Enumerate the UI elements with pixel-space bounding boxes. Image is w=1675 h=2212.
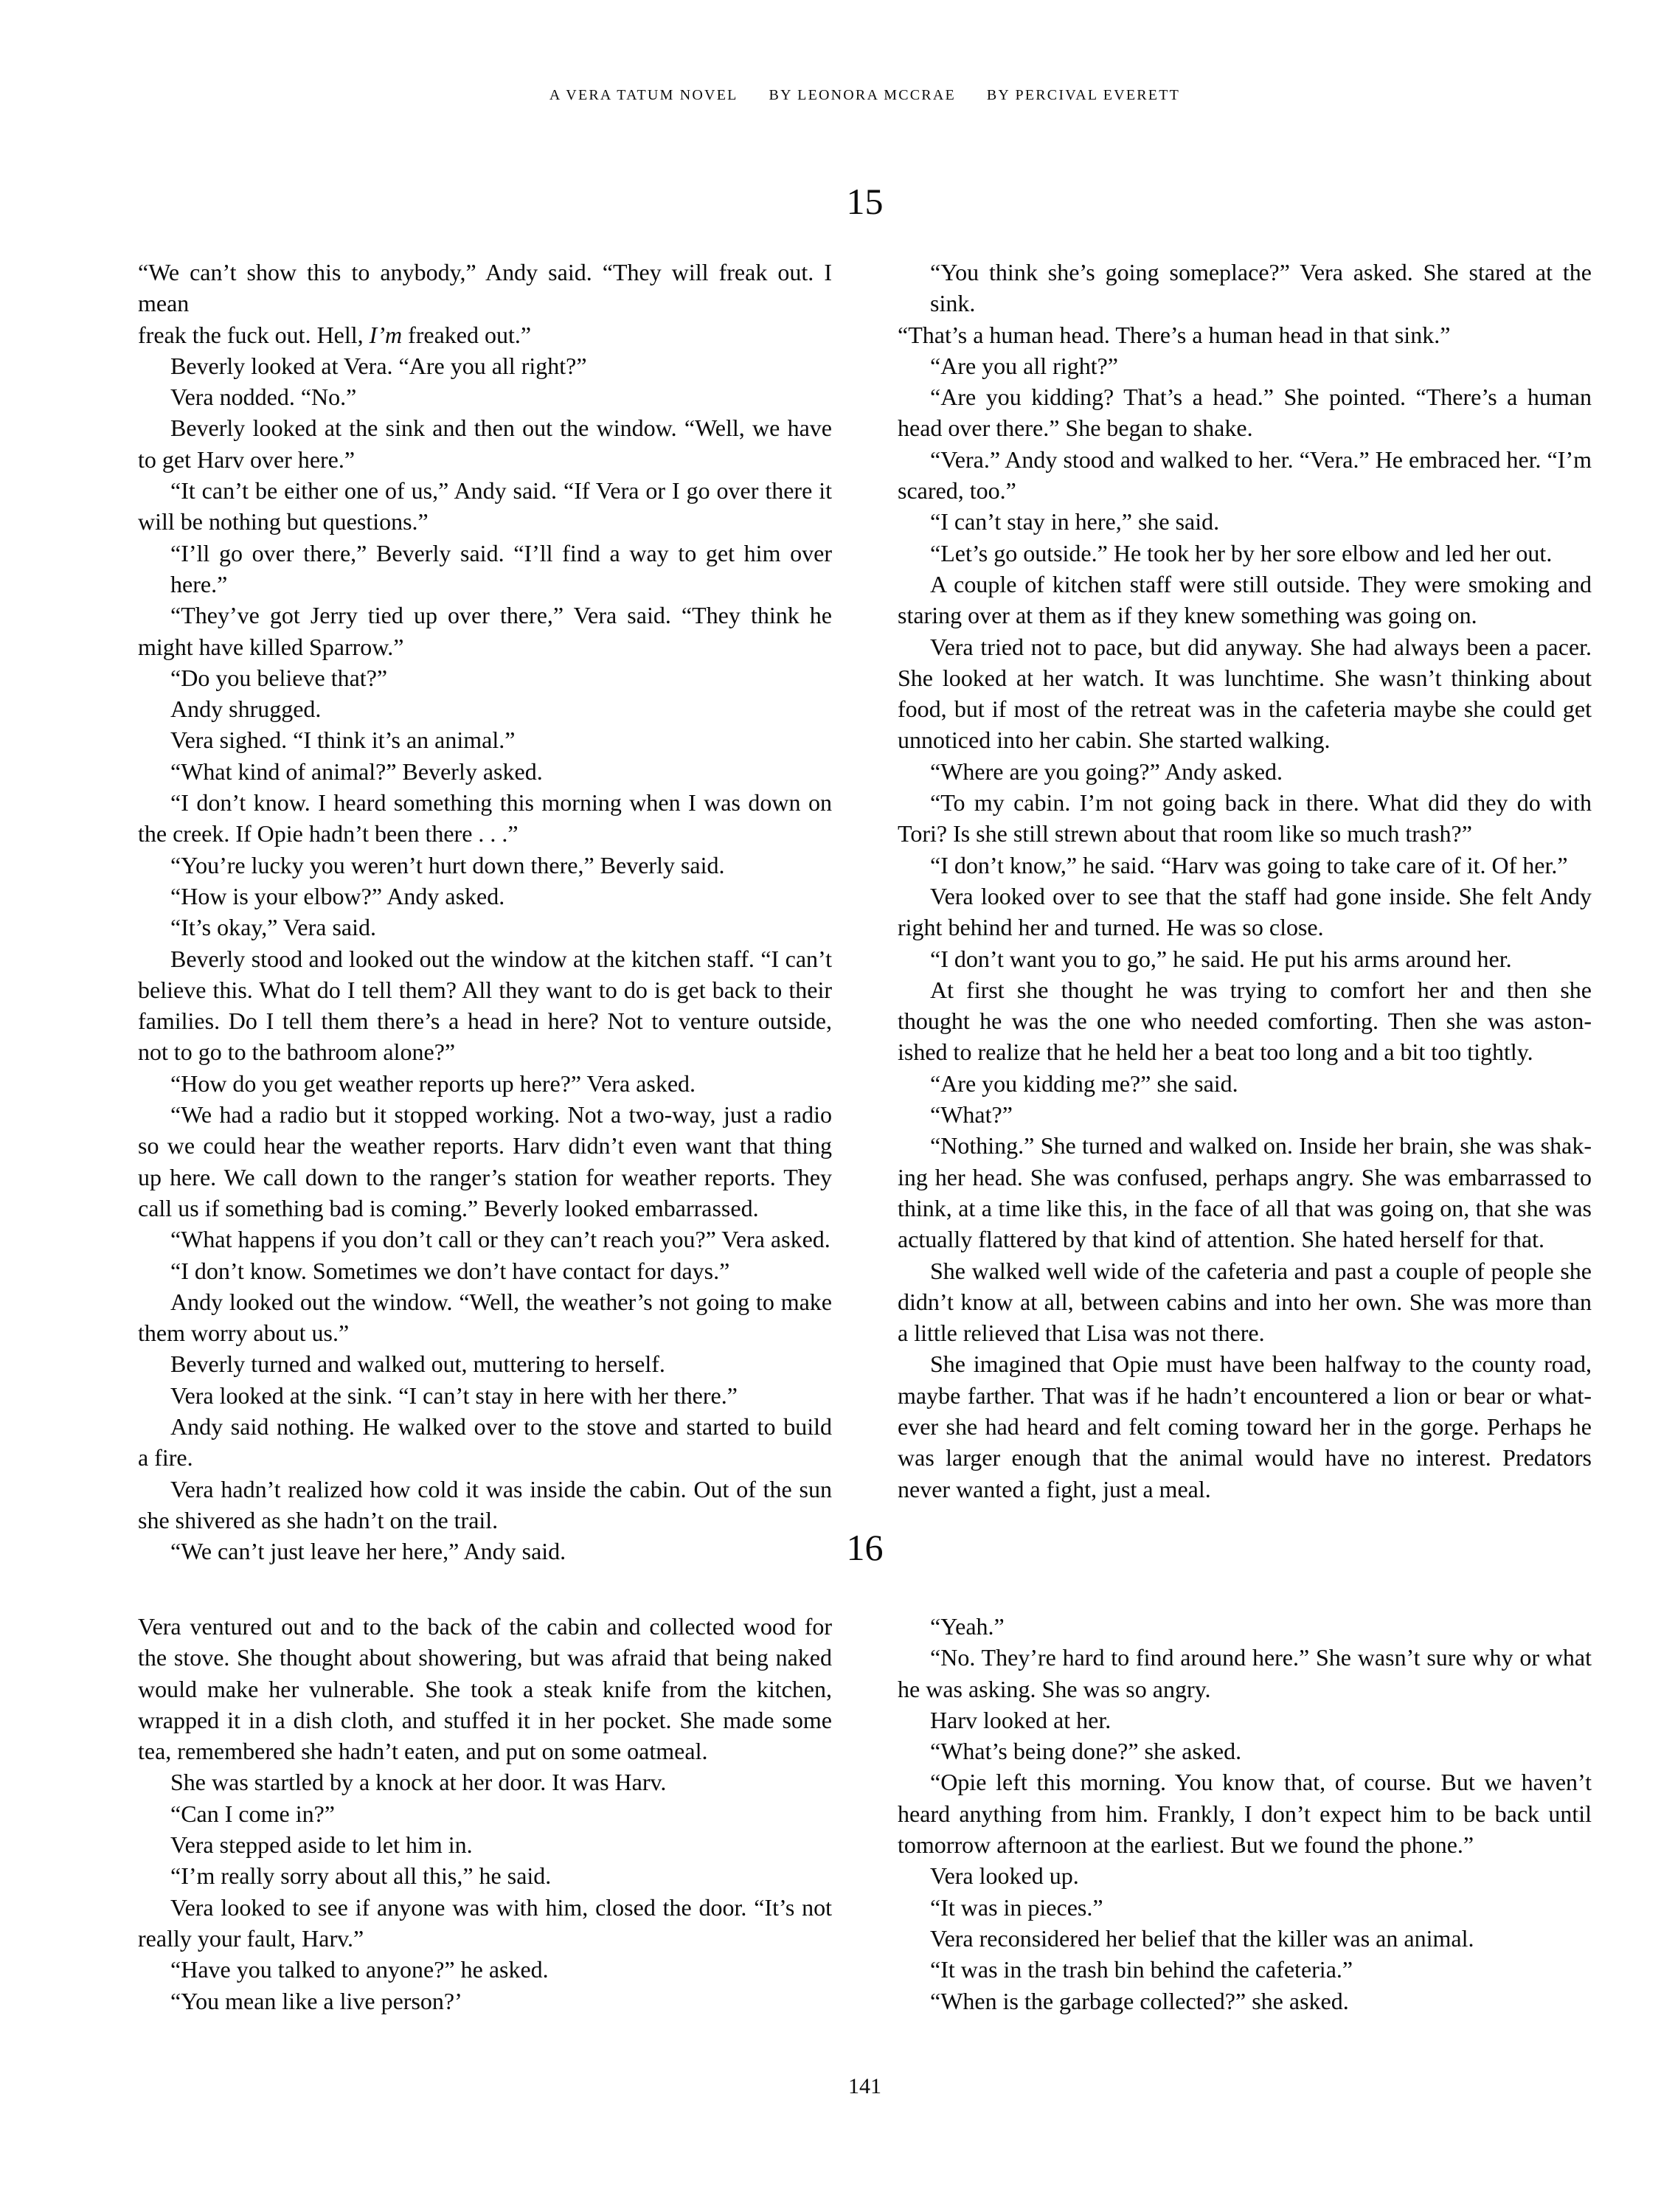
text-line: “It was in pieces.” <box>930 1893 1103 1921</box>
text-line: “How do you get weather reports up here?” Vera asked. <box>170 1069 696 1097</box>
text-line: Tori? Is she still strewn about that room like so much trash?” <box>898 820 1472 847</box>
running-header-series-title: A VERA TATUM NOVEL <box>549 87 738 103</box>
text-line: “They’ve got Jerry tied up over there,” Vera said. “They think he <box>170 602 832 629</box>
text-line: heard anything from him. Frankly, I don’t expect him to be back until <box>898 1800 1592 1827</box>
text-line: Vera nodded. “No.” <box>170 384 357 411</box>
text-line: “Nothing.” She turned and walked on. Inside her brain, she was shak- <box>930 1132 1592 1159</box>
text-line: “It was in the trash bin behind the cafeteria.” <box>930 1956 1353 1983</box>
text-line: Beverly looked at Vera. “Are you all right?” <box>170 352 587 379</box>
text-line: food, but if most of the retreat was in the cafeteria maybe she could get <box>898 696 1592 723</box>
text-line: tomorrow afternoon at the earliest. But we found the phone.” <box>898 1831 1474 1859</box>
text-line: “I don’t know. I heard something this morning when I was down on <box>170 789 832 817</box>
text-line: “I’ll go over there,” Beverly said. “I’ll find a way to get him over here.” <box>170 539 832 597</box>
text-line: maybe farther. That was if he hadn’t encountered a lion or bear or what- <box>898 1381 1592 1409</box>
text-line: scared, too.” <box>898 477 1016 505</box>
text-line: A couple of kitchen staff were still outside. They were smoking and <box>930 570 1592 597</box>
text-line: Vera looked at the sink. “I can’t stay in here with her there.” <box>170 1381 738 1409</box>
text-line: She looked at her watch. It was lunchtime. She wasn’t thinking about <box>898 664 1592 691</box>
text-line: the creek. If Opie hadn’t been there . . .” <box>138 820 519 847</box>
text-line: “I’m really sorry about all this,” he said. <box>170 1862 552 1890</box>
text-line: She imagined that Opie must have been halfway to the county road, <box>930 1351 1592 1378</box>
text-line: Beverly looked at the sink and then out the window. “Well, we have <box>170 415 832 442</box>
text-line: didn’t know at all, between cabins and into her own. She was more than <box>898 1288 1592 1315</box>
text-line: unnoticed into her cabin. She started walking. <box>898 727 1331 754</box>
text-line: Vera stepped aside to let him in. <box>170 1831 473 1859</box>
text-line: Vera reconsidered her belief that the killer was an animal. <box>930 1924 1474 1952</box>
text-line: Beverly turned and walked out, muttering to herself. <box>170 1351 665 1378</box>
text-line: Vera hadn’t realized how cold it was inside the cabin. Out of the sun <box>170 1475 832 1502</box>
text-line: Vera looked to see if anyone was with him, closed the door. “It’s not <box>170 1893 832 1921</box>
text-line: “We can’t just leave her here,” Andy said. <box>170 1538 566 1565</box>
text-line: really your fault, Harv.” <box>138 1924 364 1952</box>
text-line: so we could hear the weather reports. Harv didn’t even want that thing <box>138 1132 832 1159</box>
chapter-16-right-column <box>898 1611 1592 2017</box>
text-line: “We had a radio but it stopped working. Not a two-way, just a radio <box>170 1101 832 1128</box>
text-line: “Vera.” Andy stood and walked to her. “Vera.” He embraced her. “I’m <box>930 445 1592 473</box>
text-line: a little relieved that Lisa was not there. <box>898 1320 1265 1347</box>
text-line: “What’s being done?” she asked. <box>930 1738 1242 1765</box>
text-line: freak the fuck out. Hell, I’m freaked out.” <box>138 321 532 348</box>
text-line: “You think she’s going someplace?” Vera asked. She stared at the sink. <box>930 259 1592 317</box>
text-line: them worry about us.” <box>138 1320 350 1347</box>
running-header <box>138 88 1592 103</box>
text-line: tea, remembered she hadn’t eaten, and put on some oatmeal. <box>138 1738 708 1765</box>
text-line: Vera ventured out and to the back of the cabin and collected wood for <box>138 1613 832 1640</box>
text-line: ished to realize that he held her a beat too long and a bit too tightly. <box>898 1039 1533 1066</box>
running-header-author: BY PERCIVAL EVERETT <box>986 87 1181 103</box>
text-line: up here. We call down to the ranger’s station for weather reports. They <box>138 1163 832 1190</box>
text-line: “To my cabin. I’m not going back in there. What did they do with <box>930 789 1592 817</box>
text-line: She walked well wide of the cafeteria and past a couple of people she <box>930 1257 1592 1284</box>
text-line: “You’re lucky you weren’t hurt down there,” Beverly said. <box>170 851 725 878</box>
text-line: Andy said nothing. He walked over to the stove and started to build <box>170 1412 832 1440</box>
text-line: to get Harv over here.” <box>138 445 356 473</box>
chapter-15-heading: 15 <box>846 181 884 222</box>
text-line: Beverly stood and looked out the window at the kitchen staff. “I can’t <box>170 945 832 972</box>
chapter-16-heading: 16 <box>846 1527 884 1568</box>
text-line: not to go to the bathroom alone?” <box>138 1039 456 1066</box>
text-line: she shivered as she hadn’t on the trail. <box>138 1506 499 1533</box>
text-line: was larger enough that the animal would have no interest. Predators <box>898 1444 1592 1471</box>
text-line: actually flattered by that kind of attention. She hated herself for that. <box>898 1226 1545 1253</box>
text-line: staring over at them as if they knew something was going on. <box>898 602 1477 629</box>
text-line: call us if something bad is coming.” Beverly looked embarrassed. <box>138 1194 759 1221</box>
text-line: Vera looked up. <box>930 1862 1079 1890</box>
chapter-16-left-column <box>138 1611 832 2017</box>
text-line: “I don’t know. Sometimes we don’t have contact for days.” <box>170 1257 730 1284</box>
text-line: a fire. <box>138 1444 193 1471</box>
text-line: “Have you talked to anyone?” he asked. <box>170 1956 549 1983</box>
text-line: “No. They’re hard to find around here.” She wasn’t sure why or what <box>930 1644 1592 1671</box>
text-line: “Opie left this morning. You know that, of course. But we haven’t <box>930 1769 1592 1796</box>
text-line: “How is your elbow?” Andy asked. <box>170 882 505 909</box>
text-line: Vera tried not to pace, but did anyway. She had always been a pacer. <box>930 633 1592 660</box>
text-line: “I don’t want you to go,” he said. He put his arms around her. <box>930 945 1512 972</box>
text-line: the stove. She thought about showering, but was afraid that being naked <box>138 1644 832 1671</box>
text-line: “Where are you going?” Andy asked. <box>930 757 1283 785</box>
text-line: think, at a time like this, in the face of all that was going on, that she was <box>898 1194 1592 1221</box>
text-line: “What kind of animal?” Beverly asked. <box>170 757 543 785</box>
text-line: will be nothing but questions.” <box>138 508 429 535</box>
chapter-15-body <box>138 257 1592 1567</box>
running-header-fictional-author: BY LEONORA MCCRAE <box>769 87 956 103</box>
text-line: Vera sighed. “I think it’s an animal.” <box>170 727 516 754</box>
chapter-15-right-column <box>898 257 1592 1567</box>
text-line: “When is the garbage collected?” she asked. <box>930 1987 1349 2014</box>
chapter-15-left-column <box>138 257 832 1567</box>
text-line: “Are you kidding? That’s a head.” She pointed. “There’s a human <box>930 384 1592 411</box>
text-line: “That’s a human head. There’s a human head in that sink.” <box>898 321 1451 348</box>
text-line: Vera looked over to see that the staff had gone inside. She felt Andy <box>930 882 1592 909</box>
text-line: At first she thought he was trying to comfort her and then she <box>930 976 1592 1003</box>
text-line: “We can’t show this to anybody,” Andy said. “They will freak out. I mean <box>138 259 832 317</box>
text-line: never wanted a fight, just a meal. <box>898 1475 1211 1502</box>
text-line: “What happens if you don’t call or they can’t reach you?” Vera asked. <box>170 1226 830 1253</box>
text-line: ever she had heard and felt coming toward her in the gorge. Perhaps he <box>898 1412 1592 1440</box>
page-number: 141 <box>848 2074 881 2098</box>
text-line: “It can’t be either one of us,” Andy said. “If Vera or I go over there it <box>170 477 832 505</box>
text-line: “You mean like a live person?’ <box>170 1987 462 2014</box>
text-line: would make her vulnerable. She took a steak knife from the kitchen, <box>138 1675 832 1702</box>
text-line: Harv looked at her. <box>930 1706 1112 1733</box>
text-line: “What?” <box>930 1101 1013 1128</box>
text-line: “Yeah.” <box>930 1613 1005 1640</box>
text-line: Andy shrugged. <box>170 696 322 723</box>
text-line: “Let’s go outside.” He took her by her sore elbow and led her out. <box>930 539 1553 566</box>
text-line: thought he was the one who needed comforting. Then she was aston- <box>898 1008 1592 1035</box>
text-line: “It’s okay,” Vera said. <box>170 914 377 941</box>
text-line: ing her head. She was confused, perhaps angry. She was embarrassed to <box>898 1163 1592 1190</box>
text-line: She was startled by a knock at her door. It was Harv. <box>170 1769 667 1796</box>
text-line: wrapped it in a dish cloth, and stuffed it in her pocket. She made some <box>138 1706 832 1733</box>
text-line: right behind her and turned. He was so close. <box>898 914 1324 941</box>
text-line: “Do you believe that?” <box>170 664 388 691</box>
text-line: “Can I come in?” <box>170 1800 335 1827</box>
chapter-16-body <box>138 1611 1592 2017</box>
text-line: he was asking. She was so angry. <box>898 1675 1211 1702</box>
text-line: Andy looked out the window. “Well, the weather’s not going to make <box>170 1288 832 1315</box>
text-line: “I can’t stay in here,” she said. <box>930 508 1220 535</box>
text-line: “Are you kidding me?” she said. <box>930 1069 1238 1097</box>
text-line: might have killed Sparrow.” <box>138 633 404 660</box>
text-line: “Are you all right?” <box>930 352 1118 379</box>
text-line: head over there.” She began to shake. <box>898 415 1253 442</box>
text-line: “I don’t know,” he said. “Harv was going to take care of it. Of her.” <box>930 851 1568 878</box>
text-line: families. Do I tell them there’s a head in here? Not to venture outside, <box>138 1008 832 1035</box>
text-line: believe this. What do I tell them? All they want to do is get back to their <box>138 976 832 1003</box>
